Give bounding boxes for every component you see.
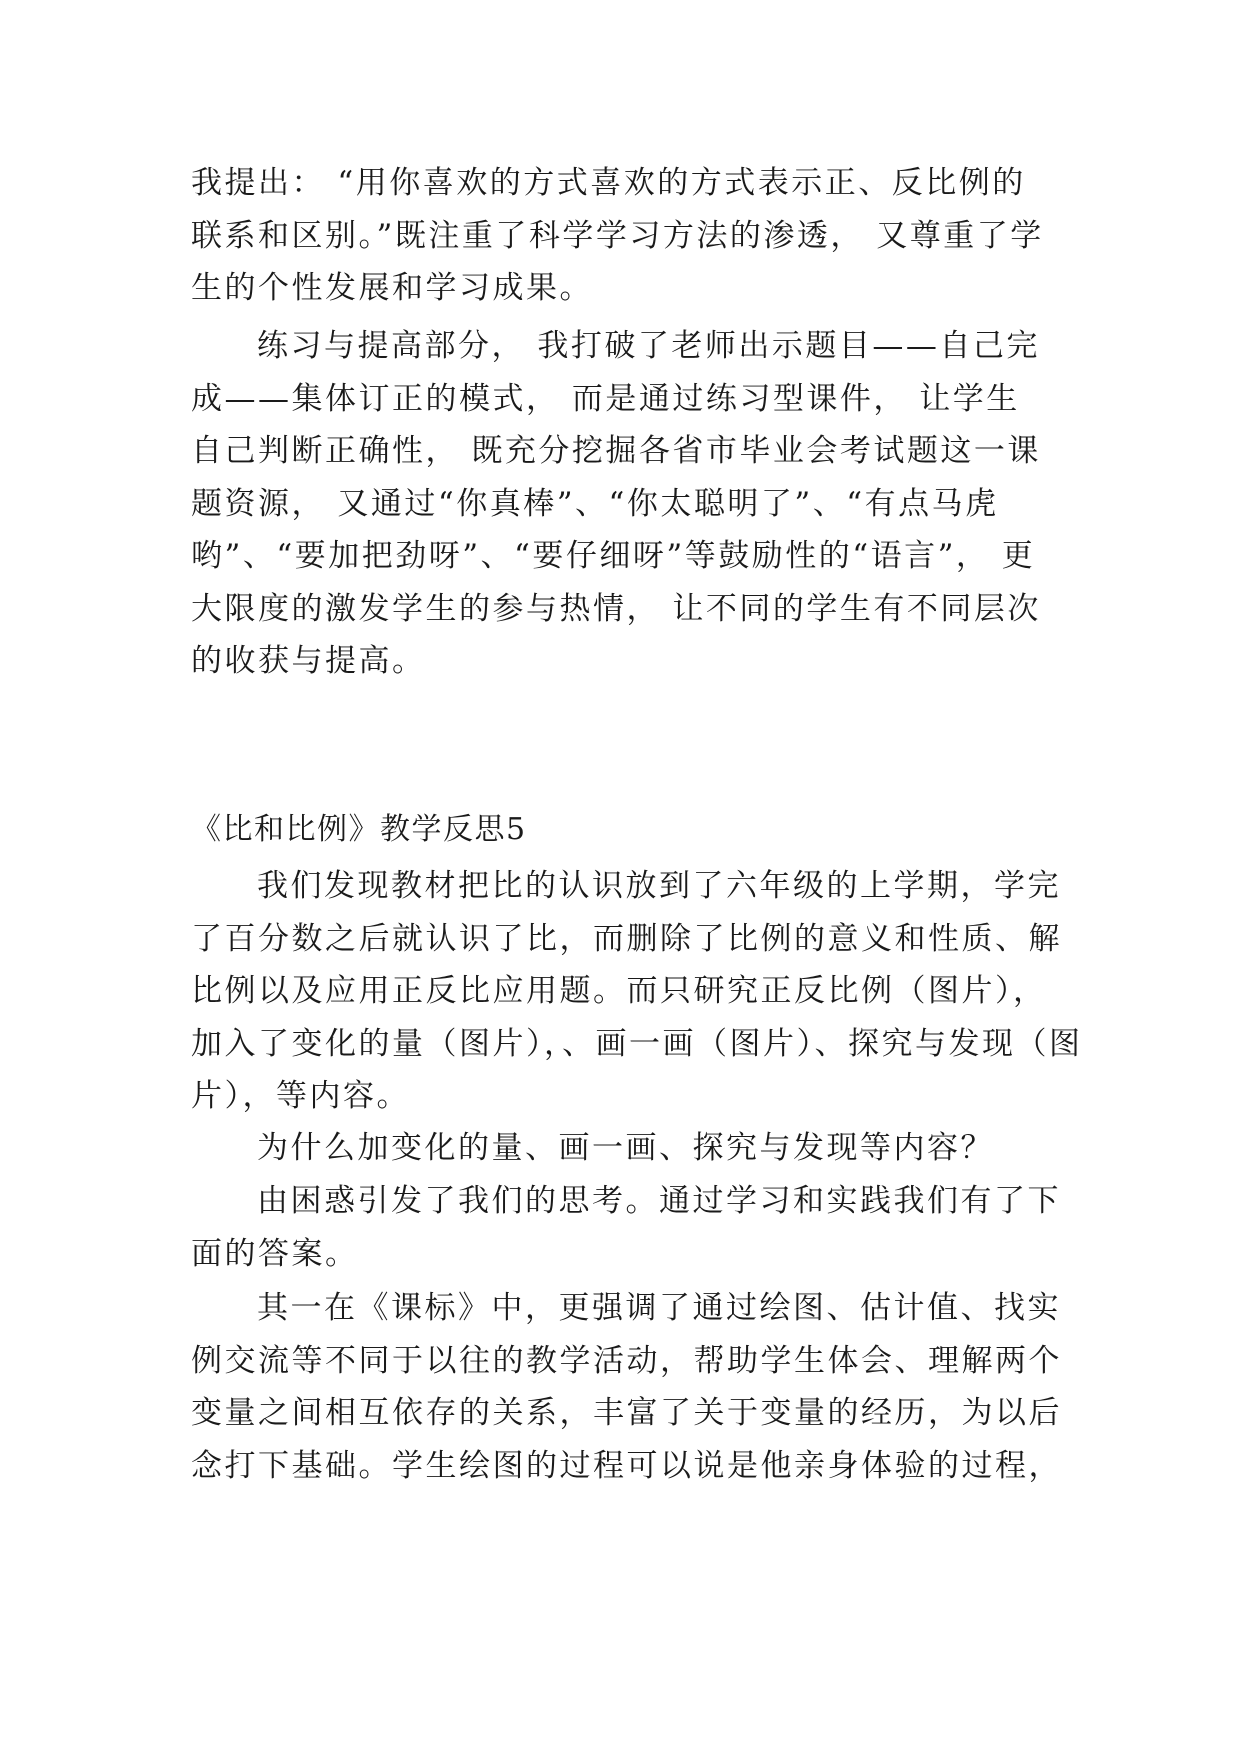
text-line: 成——集体订正的模式， 而是通过练习型课件， 让学生	[191, 380, 1020, 417]
text-line: 加入了变化的量（图片），、画一画（图片）、探究与发现（图	[191, 1025, 1083, 1062]
text-line: 面的答案。	[191, 1235, 359, 1272]
text-line: 题资源， 又通过“你真棒”、“你太聪明了”、“有点马虎	[191, 485, 999, 522]
text-line: 比例以及应用正反比应用题。而只研究正反比例（图片），	[191, 973, 1047, 1009]
paragraph-answer	[191, 1175, 1061, 1280]
paragraph-question	[191, 1122, 1053, 1175]
text-line: 为什么加变化的量、画一画、探究与发现等内容？	[257, 1130, 994, 1166]
text-line: 练习与提高部分， 我打破了老师出示题目——自己完	[257, 328, 1040, 364]
text-line: 其一在《课标》中，更强调了通过绘图、估计值、找实	[257, 1290, 1061, 1326]
text-line: 哟”、“要加把劲呀”、“要仔细呀”等鼓励性的“语言”， 更	[191, 538, 1036, 574]
text-line: 由困惑引发了我们的思考。通过学习和实践我们有了下	[257, 1183, 1061, 1219]
text-line: 我提出： “用你喜欢的方式喜欢的方式表示正、反比例的	[191, 165, 1026, 201]
text-line: 了百分数之后就认识了比，而删除了比例的意义和性质、解	[191, 920, 1062, 957]
text-line: 例交流等不同于以往的教学活动，帮助学生体会、理解两个	[191, 1342, 1062, 1379]
text-line: 自己判断正确性， 既充分挖掘各省市毕业会考试题这一课	[191, 433, 1041, 469]
text-line: 联系和区别。”既注重了科学学习方法的渗透， 又尊重了学	[191, 217, 1044, 254]
text-line: 变量之间相互依存的关系，丰富了关于变量的经历，为以后	[191, 1395, 1062, 1431]
text-line: 的收获与提高。	[191, 643, 426, 679]
section-title: 《比和比例》教学反思5	[191, 812, 527, 847]
text-line: 生的个性发展和学习成果。	[191, 270, 593, 306]
text-line: 片），等内容。	[191, 1078, 410, 1114]
paragraph-first	[191, 1282, 1062, 1492]
text-line: 我们发现教材把比的认识放到了六年级的上学期，学完	[257, 868, 1061, 904]
paragraph-top	[191, 157, 1053, 315]
paragraph-practice	[191, 320, 1053, 688]
paragraph-textbook	[191, 860, 1083, 1123]
text-line: 大限度的激发学生的参与热情， 让不同的学生有不同层次	[191, 590, 1041, 627]
text-line: 念打下基础。学生绘图的过程可以说是他亲身体验的过程，	[191, 1447, 1062, 1484]
